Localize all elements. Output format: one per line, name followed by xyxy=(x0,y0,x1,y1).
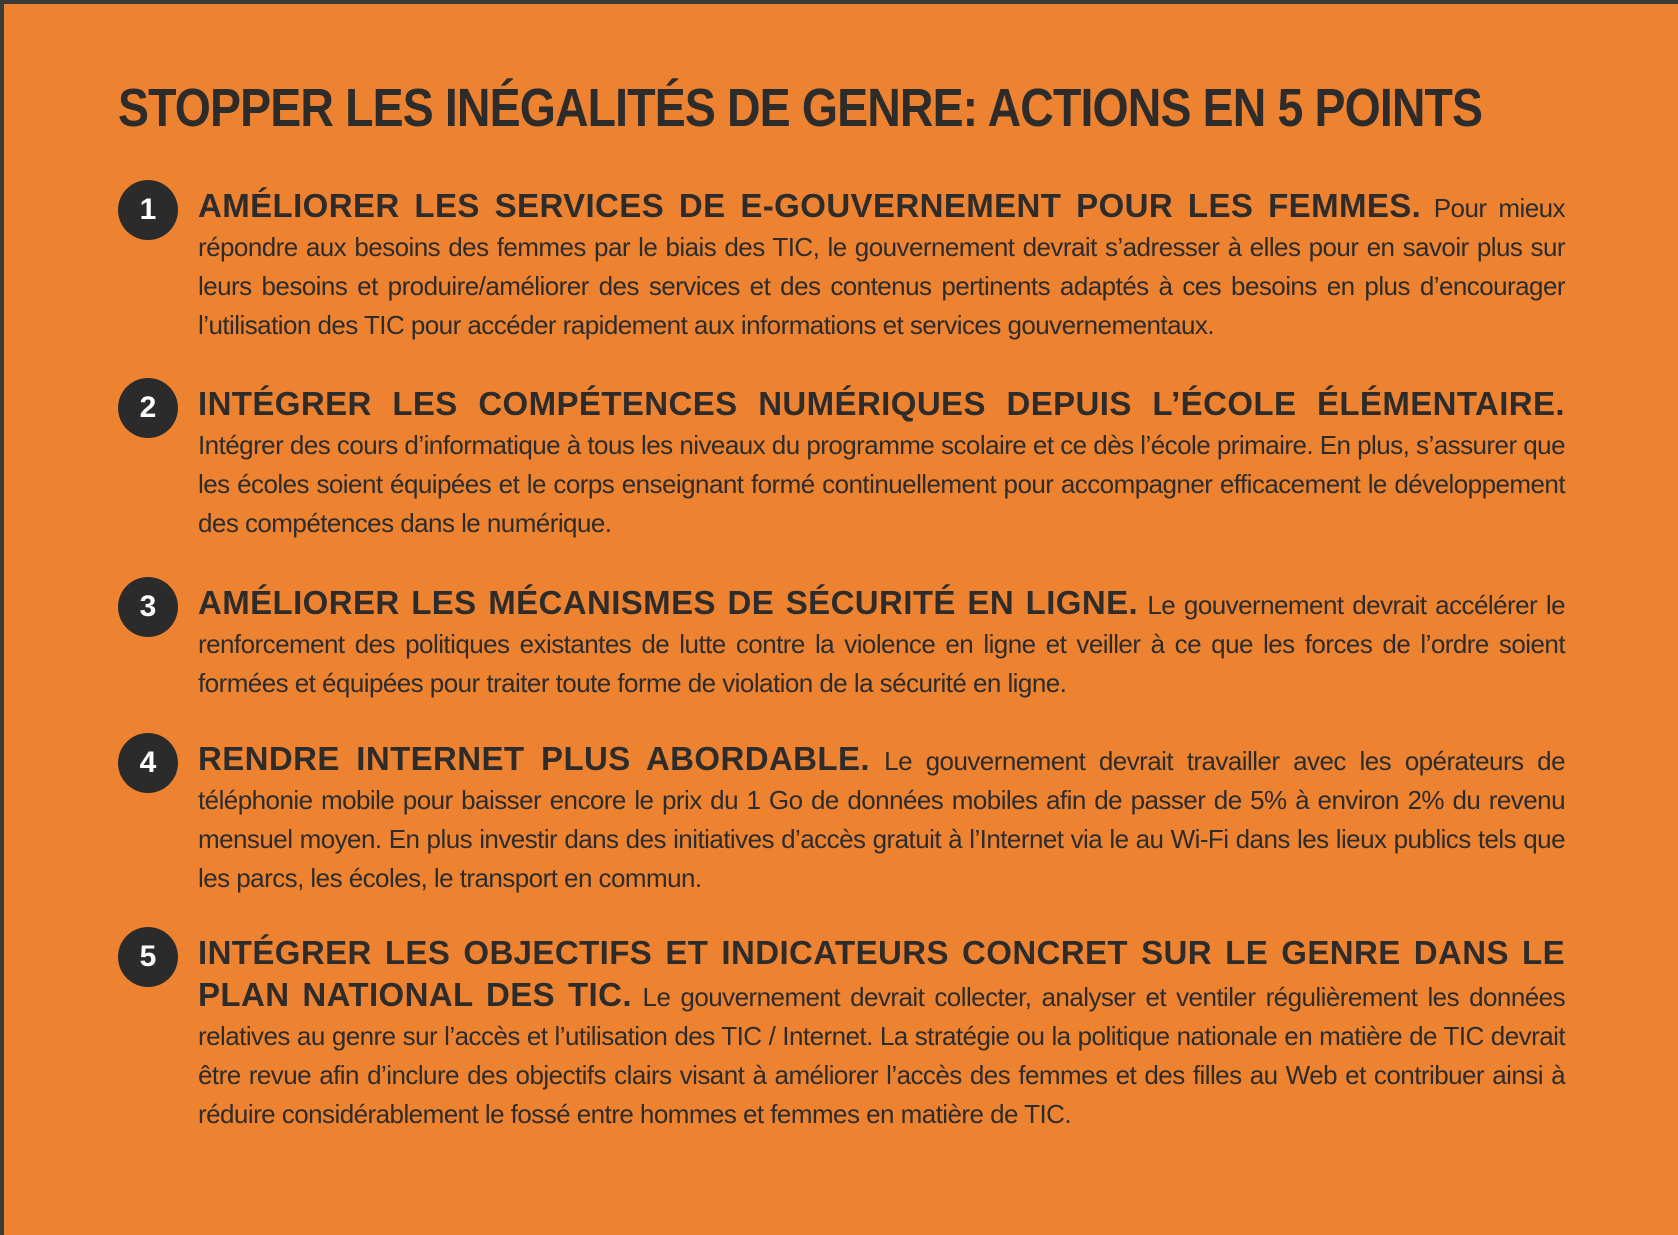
action-body: Le gouvernement devrait accélérer le renforcement des politiques existantes de lutte contre la violence en ligne et veiller à ce que les forces de l’ordre soient formées et équipées pour traiter toute forme de violation de la sécurité en ligne. xyxy=(198,590,1565,698)
action-body: Pour mieux répondre aux besoins des femmes par le biais des TIC, le gouvernement devrait s’adresser à elles pour en savoir plus sur leurs besoins et produire/améliorer des services et des contenus pertinents adaptés à ces besoins en plus d’encourager l’utilisation des TIC pour accéder rapidement aux informations et services gouvernementaux. xyxy=(198,193,1565,340)
action-text xyxy=(198,933,1565,1134)
page-title xyxy=(118,76,1568,140)
action-heading: AMÉLIORER LES MÉCANISMES DE SÉCURITÉ EN LIGNE. xyxy=(198,584,1139,621)
action-text xyxy=(198,186,1565,345)
number-badge: 2 xyxy=(118,378,178,438)
number-badge: 4 xyxy=(118,733,178,793)
action-heading: RENDRE INTERNET PLUS ABORDABLE. xyxy=(198,740,870,777)
number-badge: 1 xyxy=(118,180,178,240)
action-text xyxy=(198,739,1565,898)
action-text xyxy=(198,583,1565,703)
action-body: Le gouvernement devrait collecter, analyser et ventiler régulièrement les données relatives au genre sur l’accès et l’utilisation des TIC / Internet. La stratégie ou la politique nationale en matière de TIC devrait être revue afin d’inclure des objectifs clairs visant à améliorer l’accès des femmes et des filles au Web et contribuer ainsi à réduire considérablement le fossé entre hommes et femmes en matière de TIC. xyxy=(198,982,1566,1129)
page-title-text: STOPPER LES INÉGALITÉS DE GENRE: ACTIONS EN 5 POINTS xyxy=(118,78,1483,138)
number-badge: 5 xyxy=(118,927,178,987)
action-body: Intégrer des cours d’informatique à tous les niveaux du programme scolaire et ce dès l’école primaire. En plus, s’assurer que les écoles soient équipées et le corps enseignant formé continuellement pour accompagner efficacement le développement des compétences dans le numérique. xyxy=(198,430,1565,538)
number-badge: 3 xyxy=(118,577,178,637)
action-heading: INTÉGRER LES COMPÉTENCES NUMÉRIQUES DEPUIS L’ÉCOLE ÉLÉMENTAIRE. xyxy=(198,385,1565,422)
action-body: Le gouvernement devrait travailler avec les opérateurs de téléphonie mobile pour baisser encore le prix du 1 Go de données mobiles afin de passer de 5% à environ 2% du revenu mensuel moyen. En plus investir dans des initiatives d’accès gratuit à l’Internet via le au Wi-Fi dans les lieux publics tels que les parcs, les écoles, le transport en commun. xyxy=(198,746,1565,893)
action-text xyxy=(198,384,1565,543)
action-heading: AMÉLIORER LES SERVICES DE E-GOUVERNEMENT POUR LES FEMMES. xyxy=(198,187,1422,224)
action-heading: INTÉGRER LES OBJECTIFS ET INDICATEURS CONCRET SUR LE GENRE DANS LE PLAN NATIONAL DES TIC. xyxy=(198,934,1565,1013)
